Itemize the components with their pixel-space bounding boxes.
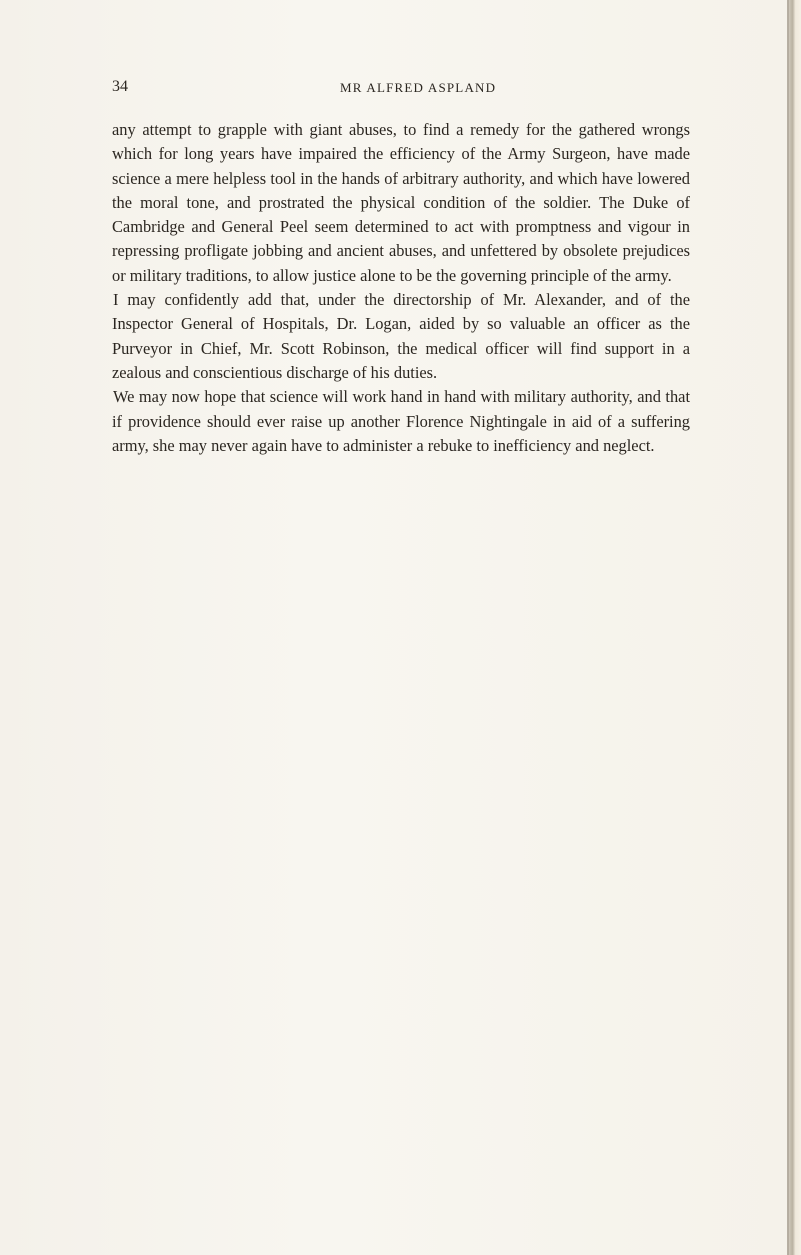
body-text	[112, 118, 690, 458]
paragraph: We may now hope that science will work hand in hand with military authority, and that if providence should ever raise up another Florence Nightingale in aid of a suffering army, she may never again have to administer a rebuke to inefficiency and neglect.	[112, 387, 690, 455]
running-header	[112, 78, 692, 102]
paragraph: any attempt to grapple with giant abuses, to find a remedy for the gathered wrongs which for long years have impaired the efficiency of the Army Surgeon, have made science a mere helpless tool in the hands of arbitrary authority, and which have lowered the moral tone, and prostrated the physical condition of the soldier. The Duke of Cambridge and General Peel seem determined to act with promptness and vigour in repressing profligate jobbing and ancient abuses, and unfettered by obsolete prejudices or military traditions, to allow justice alone to be the governing principle of the army.	[112, 120, 690, 285]
paragraph: I may confidently add that, under the directorship of Mr. Alexander, and of the Inspector General of Hospitals, Dr. Logan, aided by so valuable an officer as the Purveyor in Chief, Mr. Scott Robinson, the medical officer will find support in a zealous and conscientious discharge of his duties.	[112, 290, 690, 382]
page-edge-line	[787, 0, 789, 1255]
page-edge-shadow	[787, 0, 801, 1255]
page-number: 34	[112, 78, 128, 95]
running-title: MR ALFRED ASPLAND	[340, 80, 497, 95]
